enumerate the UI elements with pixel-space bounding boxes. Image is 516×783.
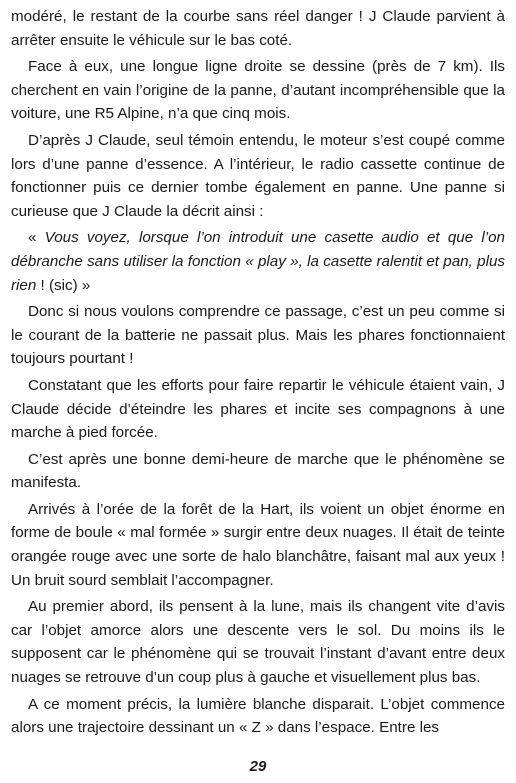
paragraph: modéré, le restant de la courbe sans réel danger ! J Claude parvient à arrêter ensuite le véhicule sur le bas coté. <box>11 8 505 49</box>
paragraph: Arrivés à l’orée de la forêt de la Hart, ils voient un objet énorme en forme de boule « mal formée » surgir entre deux nuages. Il était de teinte orangée rouge avec une sorte de halo blanchâtre, faisant mal aux yeux ! Un bruit sourd semblait l’accompagner. <box>11 500 505 589</box>
paragraph: Constatant que les efforts pour faire repartir le véhicule étaient vain, J Claude décide d’éteindre les phares et incite ses compagnons à une marche à pied forcée. <box>11 376 505 442</box>
paragraph: D’après J Claude, seul témoin entendu, le moteur s’est coupé comme lors d’une panne d’essence. A l’intérieur, le radio cassette continue de fonctionner puis ce dernier tombe également en panne. Une panne si curieuse que J Claude la décrit ainsi : <box>11 131 505 220</box>
paragraph: Au premier abord, ils pensent à la lune, mais ils changent vite d’avis car l’objet amorce alors une descente vers le sol. Du moins ils le supposent car le phénomène qui se trouvait l’instant d’avant entre deux nuages se retrouve d’un coup plus à gauche et visuellement plus bas. <box>11 598 505 687</box>
paragraph: C’est après une bonne demi-heure de marche que le phénomène se manifesta. <box>11 450 505 492</box>
paragraph: Face à eux, une longue ligne droite se dessine (près de 7 km). Ils cherchent en vain l’origine de la panne, d’autant incompréhensible que la voiture, une R5 Alpine, n’a que cinq mois. <box>11 58 505 123</box>
paragraph: Donc si nous voulons comprendre ce passage, c’est un peu comme si le courant de la batterie ne passait plus. Mais les phares fonctionnaient toujours pourtant ! <box>11 303 505 368</box>
page-number: 29 <box>249 758 267 775</box>
quote-italic-text: Vous voyez, lorsque l’on introduit une casette audio et que l’on débranche sans utiliser la fonction « play », la casette ralentit et pan, plus rien <box>11 229 505 294</box>
paragraph: A ce moment précis, la lumière blanche disparait. L’objet commence alors une trajectoire dessinant un « Z » dans l’espace. Entre les <box>11 695 505 737</box>
quote-open: « <box>28 229 45 247</box>
quote-close: ! (sic) » <box>36 276 91 294</box>
quote-paragraph <box>11 226 505 297</box>
